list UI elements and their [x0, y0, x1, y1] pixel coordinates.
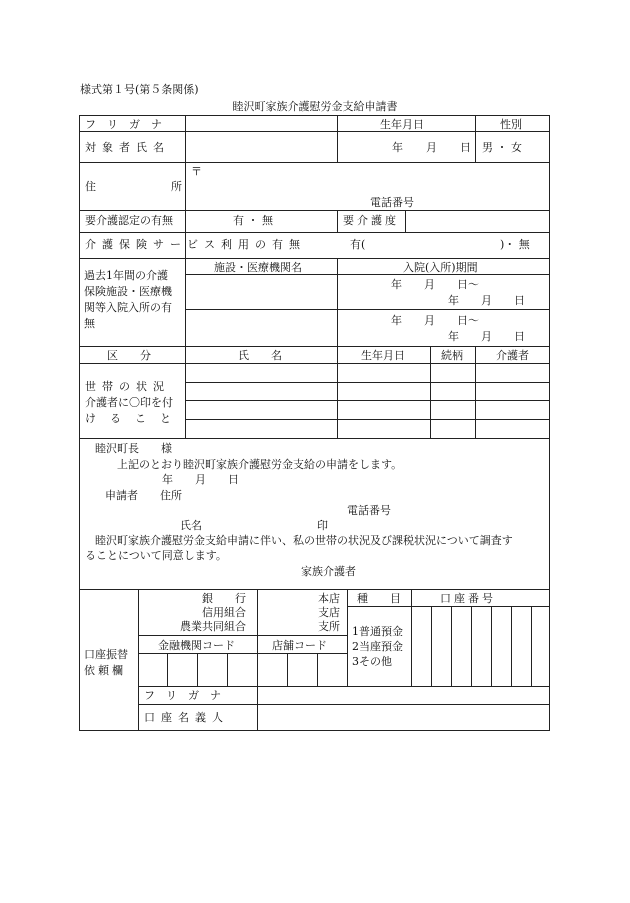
- household-situation-line-2: 介護者に〇印を付: [85, 396, 173, 409]
- bank-section-label-2: 依頼欄: [84, 664, 126, 677]
- period-2-to: 年 月 日: [448, 330, 525, 343]
- facility-question-line-4: 無: [84, 317, 95, 330]
- bank-section-label-1: 口座振替: [84, 648, 128, 661]
- bank-code-label: 金融機関コード: [158, 639, 235, 652]
- household-situation-line-1: 世帯の状況: [85, 380, 170, 393]
- bank-type-1: 銀 行: [202, 592, 246, 605]
- care-cert-label: 要介護認定の有無: [85, 214, 173, 227]
- period-1-from: 年 月 日〜: [391, 278, 479, 291]
- holder-furigana-label: フ リ ガ ナ: [144, 689, 221, 702]
- form-number: 様式第１号(第５条関係): [80, 83, 199, 96]
- furigana-label: フ リ ガ ナ: [85, 118, 162, 131]
- facility-question-line-3: 関等入院入所の有: [84, 301, 172, 314]
- stay-period-label: 入院(入所)期間: [403, 261, 478, 274]
- household-name-label: 氏 名: [238, 349, 282, 362]
- address-label-1: 住: [85, 180, 96, 193]
- account-type-label: 種 目: [357, 592, 401, 605]
- form-title: 睦沢町家族介護慰労金支給申請書: [232, 100, 398, 113]
- account-number-label: 口座番号: [440, 592, 496, 605]
- account-type-option-2: 2当座預金: [352, 640, 403, 653]
- application-statement: 上記のとおり睦沢町家族介護慰労金支給の申請をします。: [117, 458, 403, 471]
- insurance-use-no: )・ 無: [500, 238, 530, 251]
- facility-question-line-1: 過去1年間の介護: [84, 269, 168, 282]
- bank-type-2: 信用組合: [202, 606, 246, 619]
- consent-line-2: ることについて同意します。: [85, 549, 227, 562]
- birthdate-month: 月: [426, 141, 437, 154]
- postal-mark: 〒: [191, 165, 202, 178]
- birthdate-year: 年: [392, 141, 403, 154]
- household-caregiver-label: 介護者: [496, 349, 529, 362]
- household-birthdate-label: 生年月日: [361, 349, 405, 362]
- branch-type-2: 支店: [318, 606, 340, 619]
- addressee: 睦沢町長 様: [95, 442, 172, 455]
- insurance-use-yes: 有(: [350, 238, 366, 251]
- account-type-option-1: 1普通預金: [352, 625, 403, 638]
- facility-name-label: 施設・医療機関名: [214, 261, 302, 274]
- applicant-name-label: 氏名: [180, 519, 202, 532]
- consent-line-1: 睦沢町家族介護慰労金支給申請に伴い、私の世帯の状況及び課税状況について調査す: [95, 534, 513, 547]
- branch-type-1: 本店: [318, 592, 340, 605]
- holder-name-label: 口座名義人: [144, 711, 229, 724]
- birthdate-label: 生年月日: [380, 118, 424, 131]
- branch-code-label: 店舗コード: [272, 639, 327, 652]
- facility-question-line-2: 保険施設・医療機: [84, 285, 172, 298]
- applicant-address-label: 申請者 住所: [105, 489, 182, 502]
- birthdate-day: 日: [460, 141, 471, 154]
- care-cert-options: 有 ・ 無: [233, 214, 273, 227]
- applicant-phone-label: 電話番号: [347, 504, 391, 517]
- name-label: 対象者氏名: [85, 141, 170, 154]
- application-date: 年 月 日: [162, 473, 239, 486]
- household-situation-line-3: けること: [85, 412, 185, 425]
- period-2-from: 年 月 日〜: [391, 314, 479, 327]
- care-level-label: 要介護度: [343, 214, 399, 227]
- gender-options: 男 ・ 女: [482, 141, 522, 154]
- family-caregiver-label: 家族介護者: [301, 565, 356, 578]
- branch-type-3: 支所: [318, 620, 340, 633]
- seal-mark: 印: [317, 519, 328, 532]
- phone-label: 電話番号: [370, 196, 414, 209]
- household-relation-label: 続柄: [441, 349, 463, 362]
- account-type-option-3: 3その他: [352, 655, 392, 668]
- bank-type-3: 農業共同組合: [180, 620, 246, 633]
- gender-label: 性別: [500, 118, 522, 131]
- period-1-to: 年 月 日: [448, 294, 525, 307]
- household-category-label: 区 分: [107, 349, 151, 362]
- address-label-2: 所: [171, 180, 182, 193]
- insurance-use-label: 介護保険サービス利用の有無: [85, 238, 306, 251]
